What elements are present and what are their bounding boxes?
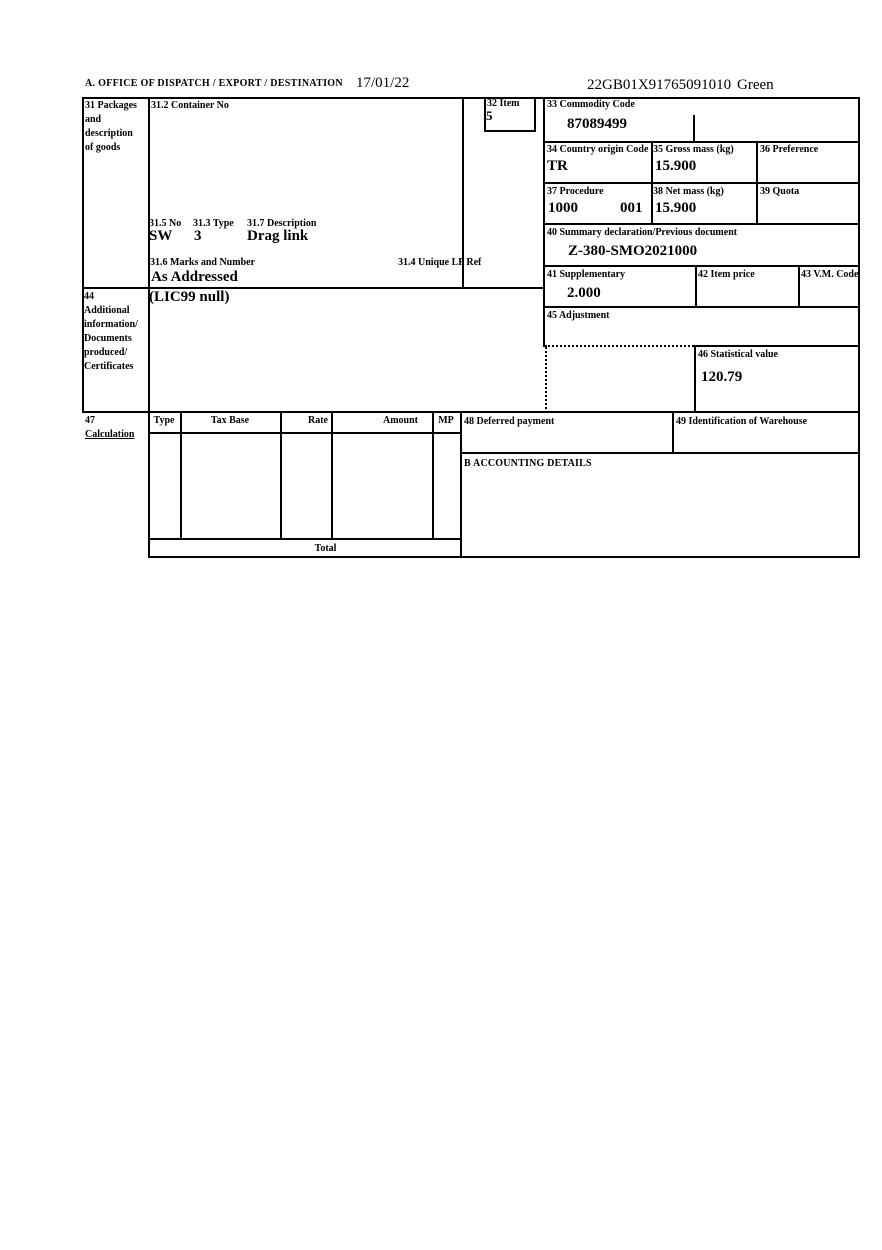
box41-supplementary-label: 41 Supplementary [547, 269, 626, 280]
calc-col-type-header: Type [153, 415, 175, 426]
commodity-code-separator-line [693, 115, 695, 143]
grid-line [82, 97, 860, 99]
grid-line [148, 538, 462, 540]
box31-7-description-value: Drag link [247, 228, 309, 244]
box37-procedure-value: 1000 [548, 200, 578, 216]
box34-country-origin-value: TR [547, 158, 568, 174]
grid-line [694, 345, 860, 347]
box47-calculation-label: 47 Calculation [85, 415, 135, 440]
grid-line [858, 97, 860, 558]
box43-vm-code-label: 43 V.M. Code [801, 269, 859, 280]
box48-deferred-payment-label: 48 Deferred payment [464, 416, 555, 427]
box38-net-mass-label: 38 Net mass (kg) [653, 186, 724, 197]
box35-gross-mass-value: 15.900 [655, 158, 697, 174]
calc-total-label: Total [314, 543, 337, 554]
grid-line [534, 97, 536, 132]
box44-additional-info-label: 44 Additional information/ Documents produced/ Certificates [84, 291, 138, 372]
box45-adjustment-label: 45 Adjustment [547, 310, 610, 321]
calc-col-mp-header: MP [438, 415, 454, 426]
grid-line [543, 141, 860, 143]
box39-quota-label: 39 Quota [760, 186, 800, 197]
office-of-dispatch-label: A. OFFICE OF DISPATCH / EXPORT / DESTINATION [85, 78, 343, 89]
box31-4-unique-lp-ref-label: 31.4 Unique LP Ref [398, 257, 482, 268]
box31-3-type-value: 3 [194, 228, 202, 244]
box46-statistical-value-value: 120.79 [701, 369, 743, 385]
calc-col-amount-header: Amount [382, 415, 418, 426]
dotted-grid-line [545, 345, 694, 347]
routing-status: Green [737, 77, 774, 93]
boxB-accounting-details-label: B ACCOUNTING DETAILS [464, 458, 592, 469]
box31-6-marks-label: 31.6 Marks and Number [150, 257, 256, 268]
grid-line [694, 347, 696, 413]
acceptance-date: 17/01/22 [356, 75, 410, 91]
box34-country-origin-label: 34 Country origin Code [547, 144, 649, 155]
box31-6-marks-value: As Addressed [151, 269, 238, 285]
grid-line [543, 182, 860, 184]
grid-line [543, 306, 860, 308]
grid-line [798, 267, 800, 308]
box31-5-no-value: SW [149, 228, 173, 244]
grid-line [84, 411, 860, 413]
grid-line [695, 267, 697, 308]
grid-line [148, 432, 462, 434]
box37-procedure-value2: 001 [620, 200, 643, 216]
grid-line [543, 223, 860, 225]
box33-commodity-code-value: 87089499 [567, 116, 627, 132]
calc-col-tax-base-header: Tax Base [210, 415, 250, 426]
box31-2-container-no-label: 31.2 Container No [151, 100, 229, 111]
box32-item-label: 32 Item [487, 98, 520, 109]
box35-gross-mass-label: 35 Gross mass (kg) [653, 144, 734, 155]
grid-line [543, 265, 860, 267]
box44-additional-info-value: (LIC99 null) [149, 289, 230, 305]
box33-commodity-code-label: 33 Commodity Code [547, 99, 635, 110]
box32-item-value: 5 [486, 108, 493, 123]
mrn-number: 22GB01X91765091010 [587, 77, 732, 93]
box31-3-type-label: 31.3 Type [193, 218, 234, 229]
grid-line [672, 413, 674, 454]
grid-line [460, 452, 860, 454]
grid-line [148, 97, 150, 558]
box49-warehouse-label: 49 Identification of Warehouse [676, 416, 808, 427]
box31-packages-label: 31 Packages and description of goods [85, 100, 137, 153]
grid-line [756, 143, 758, 225]
box36-preference-label: 36 Preference [760, 144, 819, 155]
calc-col-rate-header: Rate [308, 415, 328, 426]
box37-procedure-label: 37 Procedure [547, 186, 604, 197]
box40-summary-declaration-value: Z-380-SMO2021000 [568, 243, 698, 259]
box38-net-mass-value: 15.900 [655, 200, 697, 216]
grid-line [460, 413, 462, 558]
grid-line [484, 130, 536, 132]
grid-line [148, 556, 860, 558]
box42-item-price-label: 42 Item price [698, 269, 755, 280]
box31-7-description-label: 31.7 Description [247, 218, 317, 229]
box40-summary-declaration-label: 40 Summary declaration/Previous document [547, 227, 738, 238]
box31-5-no-label: 31.5 No [149, 218, 182, 229]
box41-supplementary-value: 2.000 [567, 285, 601, 301]
box46-statistical-value-label: 46 Statistical value [698, 349, 778, 360]
dotted-grid-line [545, 347, 547, 413]
grid-line [543, 97, 545, 347]
